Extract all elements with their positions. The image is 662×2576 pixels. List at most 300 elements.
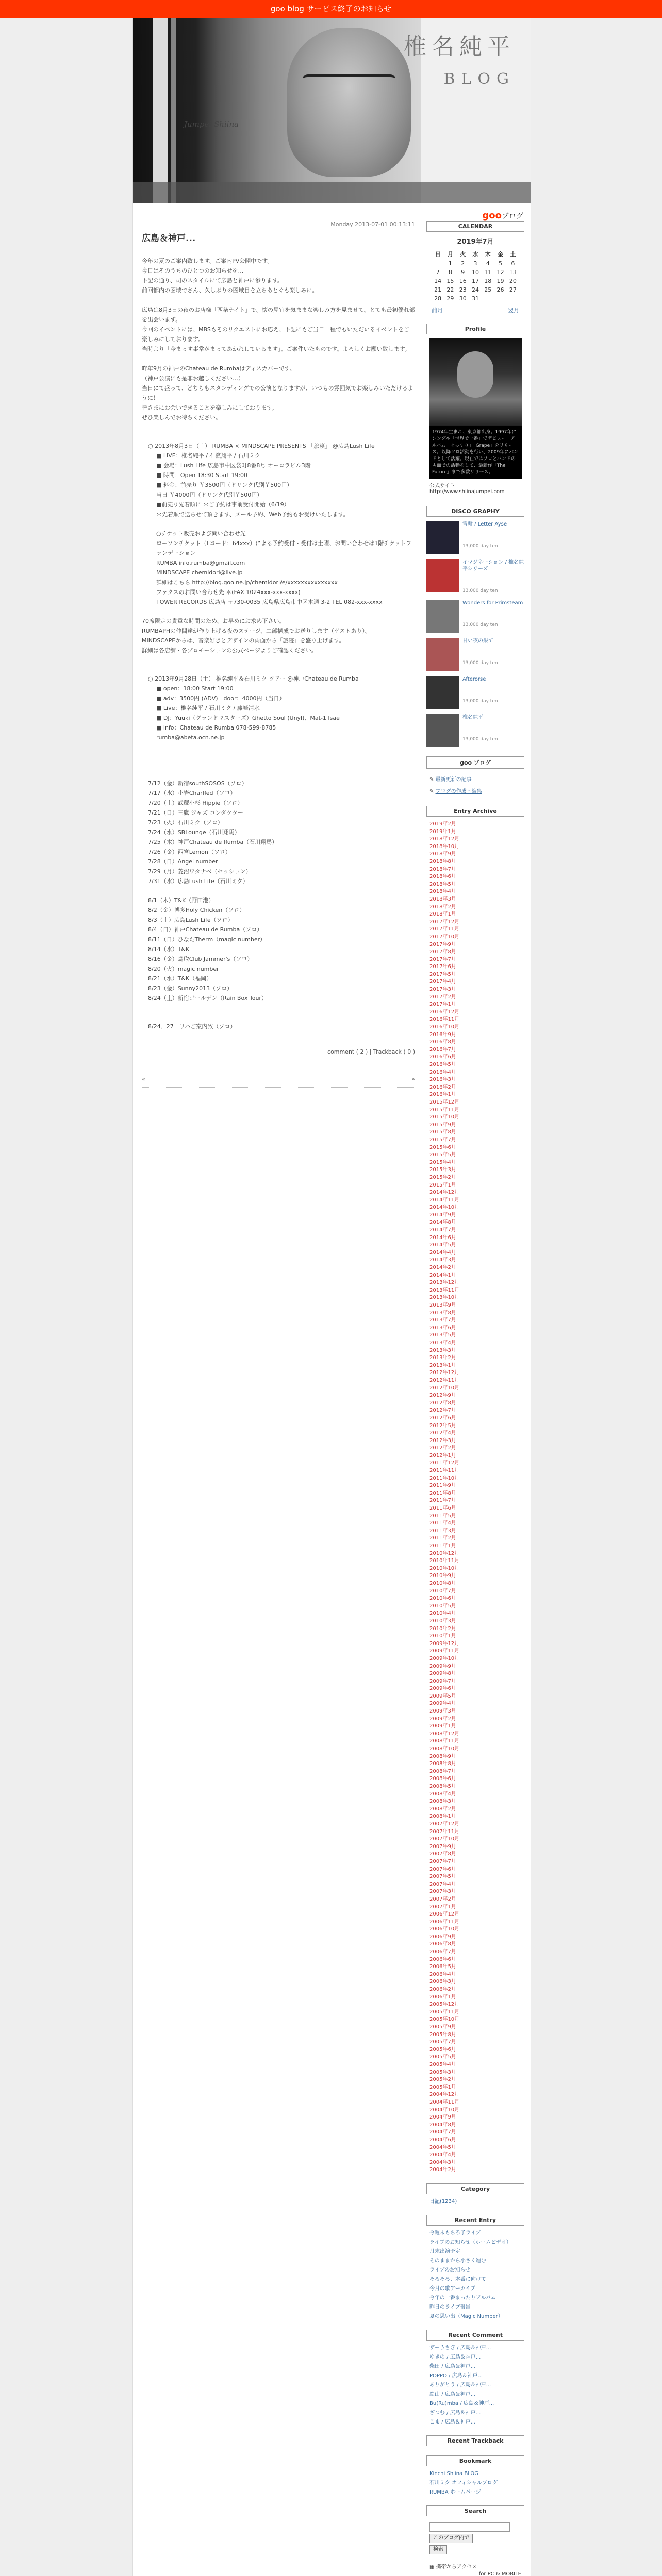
archive-link[interactable]: 2009年10月 bbox=[429, 1655, 460, 1662]
event-line: ■ info：Chateau de Rumba 078-599-8785 bbox=[156, 724, 276, 731]
archive-link[interactable]: 2007年11月 bbox=[429, 1828, 460, 1835]
archive-link[interactable]: 2016年11月 bbox=[429, 1016, 460, 1023]
calendar-weekday: 月 bbox=[447, 251, 453, 258]
archive-link[interactable]: 2017年12月 bbox=[429, 919, 460, 925]
archive-link[interactable]: 2015年8月 bbox=[429, 1129, 456, 1136]
archive-link[interactable]: 2007年9月 bbox=[429, 1843, 456, 1850]
archive-link[interactable]: 2009年8月 bbox=[429, 1671, 456, 1677]
archive-link[interactable]: 2008年3月 bbox=[429, 1799, 456, 1805]
post-paragraph: RUMBAPHの仲間達が作り上げる夜のステージ、二部構成でお送りします（ゲストあり）。 bbox=[142, 628, 371, 634]
archive-link[interactable]: 2009年5月 bbox=[429, 1693, 456, 1699]
calendar-day: 3 bbox=[473, 260, 477, 267]
archive-link[interactable]: 2015年3月 bbox=[429, 1167, 456, 1173]
archive-link[interactable]: 2012年1月 bbox=[429, 1452, 456, 1459]
archive-link[interactable]: 2011年3月 bbox=[429, 1528, 456, 1534]
recent-entry-link[interactable]: ライブのお知らせ（ホームビデオ） bbox=[429, 2239, 511, 2245]
archive-link[interactable]: 2007年1月 bbox=[429, 1904, 456, 1910]
album-cover[interactable] bbox=[426, 600, 459, 633]
archive-heading: Entry Archive bbox=[426, 806, 524, 817]
archive-link[interactable]: 2007年4月 bbox=[429, 1881, 456, 1887]
archive-link[interactable]: 2008年1月 bbox=[429, 1814, 456, 1820]
disc-item[interactable] bbox=[426, 600, 524, 633]
archive-link[interactable]: 2007年7月 bbox=[429, 1858, 456, 1865]
archive-link[interactable]: 2005年6月 bbox=[429, 2046, 456, 2053]
event-heading: ○ 2013年8月3日（土） RUMBA × MINDSCAPE PRESENTS 「旅寝」 @広島Lush Life bbox=[148, 443, 375, 449]
disc-info bbox=[459, 559, 524, 595]
archive-link[interactable]: 2016年8月 bbox=[429, 1039, 456, 1045]
calendar-day: 23 bbox=[459, 286, 467, 293]
archive-link[interactable]: 2018年8月 bbox=[429, 858, 456, 865]
archive-link[interactable]: 2017年7月 bbox=[429, 956, 456, 962]
archive-link[interactable]: 2008年11月 bbox=[429, 1738, 460, 1744]
archive-link[interactable]: 2014年1月 bbox=[429, 1272, 456, 1278]
archive-link[interactable]: 2010年9月 bbox=[429, 1573, 456, 1579]
calendar-day: 2 bbox=[461, 260, 465, 267]
archive-link[interactable]: 2016年2月 bbox=[429, 1084, 456, 1090]
disc-item[interactable] bbox=[426, 521, 524, 554]
bookmark-link[interactable]: Kinchi Shiina BLOG bbox=[429, 2470, 479, 2477]
recent-comment-link[interactable]: ゆきの / 広島＆神戸... bbox=[429, 2354, 481, 2360]
calendar-day: 22 bbox=[446, 286, 454, 293]
event-line: ■ open：18:00 Start 19:00 bbox=[156, 685, 234, 692]
blog-header bbox=[133, 18, 531, 203]
archive-link[interactable]: 2008年2月 bbox=[429, 1806, 456, 1812]
calendar-day: 1 bbox=[448, 260, 452, 267]
archive-link[interactable]: 2016年4月 bbox=[429, 1069, 456, 1075]
archive-link[interactable]: 2011年8月 bbox=[429, 1490, 456, 1496]
archive-link[interactable]: 2012年9月 bbox=[429, 1393, 456, 1399]
archive-link[interactable]: 2015年5月 bbox=[429, 1152, 456, 1158]
calendar-weekday: 木 bbox=[485, 251, 491, 258]
archive-link[interactable]: 2015年7月 bbox=[429, 1137, 456, 1143]
calendar-day: 18 bbox=[484, 278, 492, 284]
archive-link[interactable]: 2014年5月 bbox=[429, 1242, 456, 1248]
post-paragraph bbox=[142, 354, 415, 364]
archive-link[interactable]: 2008年6月 bbox=[429, 1776, 456, 1782]
archive-link[interactable]: 2015年9月 bbox=[429, 1122, 456, 1128]
archive-link[interactable]: 2018年12月 bbox=[429, 836, 460, 842]
archive-link[interactable]: 2004年2月 bbox=[429, 2167, 456, 2173]
archive-link[interactable]: 2015年10月 bbox=[429, 1114, 460, 1121]
archive-link[interactable]: 2009年6月 bbox=[429, 1686, 456, 1692]
recent-entry-link[interactable]: 昨日のライブ報告 bbox=[429, 2304, 471, 2310]
profile-photo-face bbox=[457, 351, 493, 398]
archive-link[interactable]: 2007年6月 bbox=[429, 1866, 456, 1872]
archive-link[interactable]: 2010年1月 bbox=[429, 1633, 456, 1639]
archive-link[interactable]: 2018年1月 bbox=[429, 911, 456, 918]
recent-comment-link[interactable]: 柴田 / 広島＆神戸... bbox=[429, 2363, 476, 2369]
calendar-day: 17 bbox=[471, 278, 479, 284]
recent-entry-link[interactable]: そのままから小さく進む bbox=[429, 2258, 486, 2264]
bookmark-heading: Bookmark bbox=[426, 2455, 524, 2466]
archive-link[interactable]: 2007年10月 bbox=[429, 1836, 460, 1842]
archive-link[interactable]: 2013年7月 bbox=[429, 1317, 456, 1324]
archive-link[interactable]: 2004年11月 bbox=[429, 2099, 460, 2105]
disc-item[interactable] bbox=[426, 714, 524, 747]
archive-link[interactable]: 2010年6月 bbox=[429, 1596, 456, 1602]
calendar-weekday: 火 bbox=[460, 251, 466, 258]
recent-entry-link[interactable]: 今年の一番まったりアルバム bbox=[429, 2295, 496, 2301]
disc-title[interactable]: イマジネーション / 椎名純平シリーズ bbox=[462, 560, 524, 572]
archive-link[interactable]: 2013年5月 bbox=[429, 1332, 456, 1338]
archive-link[interactable]: 2016年3月 bbox=[429, 1077, 456, 1083]
calendar-day: 25 bbox=[484, 286, 492, 293]
schedule-item: 7/23（火）石川ミク（ソロ） bbox=[148, 819, 223, 826]
archive-link[interactable]: 2008年9月 bbox=[429, 1753, 456, 1759]
archive-link[interactable]: 2006年4月 bbox=[429, 1971, 456, 1977]
calendar-day: 9 bbox=[461, 269, 465, 276]
goo-blog-logo[interactable] bbox=[482, 210, 523, 221]
post-paragraph: 今回のイベントには、MBSもそのリクエストにお応え、下記にもご当日一程でもいただいるイベントをご楽しみにしております。 bbox=[142, 326, 410, 343]
disc-title[interactable]: Afterorse bbox=[462, 676, 486, 682]
album-cover[interactable] bbox=[426, 714, 459, 747]
archive-link[interactable]: 2014年6月 bbox=[429, 1234, 456, 1241]
archive-link[interactable]: 2016年9月 bbox=[429, 1031, 456, 1038]
schedule-item: 7/24（水）SBLounge（石川翔馬） bbox=[148, 829, 240, 836]
schedule-item: 7/31（水）広島Lush Life（石川ミク） bbox=[148, 878, 249, 885]
recent-comment-link[interactable]: Bu(Ru)mba / 広島＆神戸... bbox=[429, 2400, 494, 2406]
archive-link[interactable]: 2008年10月 bbox=[429, 1746, 460, 1752]
archive-link[interactable]: 2005年11月 bbox=[429, 2009, 460, 2015]
archive-link[interactable]: 2012年11月 bbox=[429, 1377, 460, 1383]
main-column bbox=[142, 221, 415, 1088]
disc-meta: 13,000 day ten bbox=[462, 737, 498, 742]
archive-link[interactable]: 2005年12月 bbox=[429, 2002, 460, 2008]
archive-link[interactable]: 2004年10月 bbox=[429, 2107, 460, 2113]
event-line: 当日 ￥4000円（ドリンク代別￥500円） bbox=[156, 492, 263, 498]
archive-link[interactable]: 2005年8月 bbox=[429, 2031, 456, 2038]
archive-link[interactable]: 2007年3月 bbox=[429, 1889, 456, 1895]
archive-link[interactable]: 2009年12月 bbox=[429, 1640, 460, 1647]
archive-link[interactable]: 2006年3月 bbox=[429, 1979, 456, 1985]
archive-link[interactable]: 2014年11月 bbox=[429, 1197, 460, 1203]
header-portrait-glasses bbox=[303, 74, 395, 93]
archive-link[interactable]: 2005年7月 bbox=[429, 2039, 456, 2045]
archive-link[interactable]: 2005年3月 bbox=[429, 2069, 456, 2075]
archive-link[interactable]: 2018年3月 bbox=[429, 896, 456, 902]
calendar-day: 14 bbox=[434, 278, 442, 284]
event-line: ■ 会場：Lush Life 広島市中区袋町8番8号 オーロラビル3階 bbox=[156, 462, 311, 469]
archive-link[interactable]: 2013年11月 bbox=[429, 1287, 460, 1293]
archive-link[interactable]: 2015年1月 bbox=[429, 1182, 456, 1188]
schedule-list bbox=[142, 778, 415, 886]
archive-link[interactable]: 2013年12月 bbox=[429, 1280, 460, 1286]
archive-link[interactable]: 2010年5月 bbox=[429, 1603, 456, 1609]
schedule-item: 8/11（日）ひなたTherm（magic number） bbox=[148, 936, 266, 943]
calendar-day: 4 bbox=[486, 260, 490, 267]
archive-link[interactable]: 2006年9月 bbox=[429, 1934, 456, 1940]
disc-item[interactable] bbox=[426, 676, 524, 709]
archive-link[interactable]: 2009年3月 bbox=[429, 1708, 456, 1715]
archive-link[interactable]: 2017年9月 bbox=[429, 941, 456, 947]
archive-link[interactable]: 2018年7月 bbox=[429, 866, 456, 872]
archive-link[interactable]: 2017年3月 bbox=[429, 987, 456, 993]
archive-link[interactable]: 2006年12月 bbox=[429, 1911, 460, 1918]
calendar-day: 5 bbox=[499, 260, 503, 267]
archive-link[interactable]: 2013年2月 bbox=[429, 1355, 456, 1361]
archive-link[interactable]: 2017年1月 bbox=[429, 1002, 456, 1008]
archive-link[interactable]: 2016年7月 bbox=[429, 1046, 456, 1053]
archive-link[interactable]: 2006年6月 bbox=[429, 1956, 456, 1962]
archive-link[interactable]: 2010年8月 bbox=[429, 1580, 456, 1586]
archive-link[interactable]: 2013年1月 bbox=[429, 1362, 456, 1368]
archive-link[interactable]: 2016年1月 bbox=[429, 1092, 456, 1098]
archive-link[interactable]: 2005年10月 bbox=[429, 2016, 460, 2023]
archive-link[interactable]: 2011年12月 bbox=[429, 1460, 460, 1466]
blog-title[interactable] bbox=[404, 28, 515, 88]
recent-comment-link[interactable]: POPPO / 広島＆神戸... bbox=[429, 2372, 483, 2379]
archive-link[interactable]: 2004年5月 bbox=[429, 2144, 456, 2150]
archive-link[interactable]: 2007年5月 bbox=[429, 1874, 456, 1880]
archive-link[interactable]: 2011年2月 bbox=[429, 1535, 456, 1541]
prev-post-link[interactable]: « bbox=[142, 1076, 145, 1082]
disc-title[interactable]: 椎名純平 bbox=[462, 715, 483, 720]
post-afternote bbox=[142, 616, 415, 655]
archive-link[interactable]: 2009年11月 bbox=[429, 1648, 460, 1654]
archive-link[interactable]: 2012年5月 bbox=[429, 1422, 456, 1429]
archive-link[interactable]: 2006年10月 bbox=[429, 1926, 460, 1933]
calendar-day bbox=[432, 259, 444, 268]
post-paragraph: 昨年9月の神戸のChateau de Rumbaはディスカバーです。 bbox=[142, 365, 295, 372]
disc-item[interactable] bbox=[426, 638, 524, 671]
archive-link[interactable]: 2006年8月 bbox=[429, 1941, 456, 1947]
archive-link[interactable]: 2004年3月 bbox=[429, 2159, 456, 2165]
archive-link[interactable]: 2007年12月 bbox=[429, 1821, 460, 1827]
archive-link[interactable]: 2013年6月 bbox=[429, 1325, 456, 1331]
archive-link[interactable]: 2006年2月 bbox=[429, 1987, 456, 1993]
schedule-item: 7/28（日）Angel number bbox=[148, 858, 218, 865]
service-end-notice-link[interactable]: goo blog サービス終了のお知らせ bbox=[270, 4, 392, 13]
schedule-item: 7/29（月）菱沼ワタナベ（セッション） bbox=[148, 868, 252, 875]
calendar-month: 2019年7月 bbox=[457, 238, 494, 246]
archive-link[interactable]: 2015年2月 bbox=[429, 1174, 456, 1180]
archive-link[interactable]: 2010年7月 bbox=[429, 1588, 456, 1594]
archive-link[interactable]: 2011年1月 bbox=[429, 1543, 456, 1549]
schedule-item: 8/2（金）博多Holy Chicken（ソロ） bbox=[148, 907, 245, 913]
archive-link[interactable]: 2013年10月 bbox=[429, 1295, 460, 1301]
archive-link[interactable]: 2016年12月 bbox=[429, 1009, 460, 1015]
archive-link[interactable]: 2009年1月 bbox=[429, 1723, 456, 1730]
archive-link[interactable]: 2013年8月 bbox=[429, 1310, 456, 1316]
archive-link[interactable]: 2012年4月 bbox=[429, 1430, 456, 1436]
disc-title[interactable]: 甘い夜の果て bbox=[462, 638, 493, 644]
archive-link[interactable]: 2014年8月 bbox=[429, 1219, 456, 1226]
archive-link[interactable]: 2011年6月 bbox=[429, 1505, 456, 1512]
event-details bbox=[142, 684, 415, 742]
archive-link[interactable]: 2017年5月 bbox=[429, 971, 456, 977]
recent-entry-link[interactable]: 今月の歌アーカイブ bbox=[429, 2285, 475, 2292]
archive-link[interactable]: 2006年1月 bbox=[429, 1994, 456, 2000]
archive-link[interactable]: 2012年3月 bbox=[429, 1437, 456, 1444]
archive-link[interactable]: 2015年6月 bbox=[429, 1144, 456, 1150]
album-cover[interactable] bbox=[426, 676, 459, 709]
archive-link[interactable]: 2014年12月 bbox=[429, 1190, 460, 1196]
archive-link[interactable]: 2010年3月 bbox=[429, 1618, 456, 1624]
archive-link[interactable]: 2011年4月 bbox=[429, 1520, 456, 1527]
archive-link[interactable]: 2015年11月 bbox=[429, 1107, 460, 1113]
disc-info bbox=[459, 600, 523, 633]
archive-link[interactable]: 2016年10月 bbox=[429, 1024, 460, 1030]
archive-link[interactable]: 2017年6月 bbox=[429, 964, 456, 970]
recent-entry-link[interactable]: 月末出演予定 bbox=[429, 2248, 460, 2255]
archive-link[interactable]: 2019年2月 bbox=[429, 821, 456, 827]
archive-link[interactable]: 2014年10月 bbox=[429, 1205, 460, 1211]
album-cover[interactable] bbox=[426, 638, 459, 671]
discography-heading: DISCO GRAPHY bbox=[426, 506, 524, 517]
archive-link[interactable]: 2013年3月 bbox=[429, 1347, 456, 1353]
archive-link[interactable]: 2006年5月 bbox=[429, 1964, 456, 1970]
recent-comment-link[interactable]: ありがとう / 広島＆神戸... bbox=[429, 2382, 491, 2388]
recent-entry-link[interactable]: 夏の思い出（Magic Number） bbox=[429, 2313, 503, 2319]
post-paragraph: MINDSCAPEからは、音楽好きとデザインの両面から「旅寝」を盛り上げます。 bbox=[142, 637, 345, 644]
calendar-weekday: 水 bbox=[472, 251, 478, 258]
archive-link[interactable]: 2010年12月 bbox=[429, 1550, 460, 1556]
archive-link[interactable]: 2014年3月 bbox=[429, 1257, 456, 1263]
archive-link[interactable]: 2018年9月 bbox=[429, 851, 456, 857]
recent-entry-link[interactable]: 今週末もちろ子ライブ bbox=[429, 2230, 481, 2236]
recent-comment-link[interactable]: ザーうさぎ / 広島＆神戸... bbox=[429, 2345, 491, 2351]
album-cover[interactable] bbox=[426, 559, 459, 592]
disc-title[interactable]: Wonders for Primsteam bbox=[462, 600, 523, 606]
calendar-prev-link[interactable]: 前月 bbox=[432, 307, 443, 314]
archive-link[interactable]: 2004年12月 bbox=[429, 2092, 460, 2098]
archive-link[interactable]: 2006年11月 bbox=[429, 1919, 460, 1925]
goo-blog-edit[interactable] bbox=[426, 785, 524, 796]
archive-link[interactable]: 2015年4月 bbox=[429, 1159, 456, 1165]
recent-comment-link[interactable]: 絵山 / 広島＆神戸... bbox=[429, 2391, 476, 2397]
header-portrait bbox=[287, 28, 411, 177]
recent-entry-link[interactable]: そろそろ、本番に向けて bbox=[429, 2276, 486, 2282]
archive-link[interactable]: 2012年12月 bbox=[429, 1370, 460, 1376]
archive-link[interactable]: 2019年1月 bbox=[429, 828, 456, 835]
search-input[interactable] bbox=[429, 2522, 510, 2532]
archive-link[interactable]: 2014年4月 bbox=[429, 1249, 456, 1256]
archive-link[interactable]: 2004年6月 bbox=[429, 2137, 456, 2143]
archive-link[interactable]: 2008年12月 bbox=[429, 1731, 460, 1737]
archive-link[interactable]: 2004年4月 bbox=[429, 2152, 456, 2158]
archive-link[interactable]: 2013年9月 bbox=[429, 1302, 456, 1308]
archive-link[interactable]: 2009年7月 bbox=[429, 1678, 456, 1684]
profile-heading: Profile bbox=[426, 324, 524, 334]
archive-link[interactable]: 2004年8月 bbox=[429, 2122, 456, 2128]
archive-link[interactable]: 2007年2月 bbox=[429, 1896, 456, 1902]
archive-link[interactable]: 2010年4月 bbox=[429, 1611, 456, 1617]
archive-link[interactable]: 2012年10月 bbox=[429, 1385, 460, 1391]
archive-link[interactable]: 2017年4月 bbox=[429, 979, 456, 985]
comment-trackback-link[interactable]: comment ( 2 ) | Trackback ( 0 ) bbox=[327, 1048, 415, 1055]
ticket-line: ローソンチケット（Lコード：64xxx）による予約受付・受付は土曜、お問い合わせは1階チケットファンデーション bbox=[156, 540, 411, 556]
search-scope-select[interactable]: このブログ内で bbox=[429, 2534, 473, 2543]
archive-link[interactable]: 2010年10月 bbox=[429, 1565, 460, 1571]
archive-link[interactable]: 2017年10月 bbox=[429, 934, 460, 940]
archive-link[interactable]: 2014年7月 bbox=[429, 1227, 456, 1233]
archive-link[interactable]: 2014年2月 bbox=[429, 1265, 456, 1271]
archive-link[interactable]: 2018年5月 bbox=[429, 881, 456, 887]
ticket-line: MINDSCAPE chemidori@live.jp bbox=[156, 569, 243, 576]
archive-link[interactable]: 2011年10月 bbox=[429, 1475, 460, 1481]
archive-link[interactable]: 2017年2月 bbox=[429, 994, 456, 1000]
goo-blog-latest[interactable] bbox=[426, 773, 524, 785]
bookmark-link[interactable]: RUMBA ホームページ bbox=[429, 2489, 481, 2495]
archive-link[interactable]: 2015年12月 bbox=[429, 1099, 460, 1105]
recent-comment-box bbox=[426, 2330, 524, 2426]
archive-link[interactable]: 2005年9月 bbox=[429, 2024, 456, 2030]
archive-link[interactable]: 2010年11月 bbox=[429, 1558, 460, 1564]
goo-blog-latest-link[interactable]: 最新更新の記事 bbox=[435, 777, 472, 783]
disc-title[interactable]: 雪輪 / Letter Ayse bbox=[462, 521, 507, 527]
archive-link[interactable]: 2016年6月 bbox=[429, 1054, 456, 1060]
post-title[interactable]: 広島＆神戸... bbox=[142, 233, 196, 244]
archive-link[interactable]: 2018年4月 bbox=[429, 889, 456, 895]
archive-link[interactable]: 2012年8月 bbox=[429, 1400, 456, 1406]
calendar-day: 11 bbox=[484, 269, 492, 276]
archive-link[interactable]: 2005年5月 bbox=[429, 2054, 456, 2060]
archive-link[interactable]: 2009年2月 bbox=[429, 1716, 456, 1722]
archive-link[interactable]: 2004年7月 bbox=[429, 2129, 456, 2136]
calendar-next-link[interactable]: 翌月 bbox=[508, 307, 519, 314]
archive-link[interactable]: 2008年8月 bbox=[429, 1761, 456, 1767]
archive-link[interactable]: 2014年9月 bbox=[429, 1212, 456, 1218]
archive-link[interactable]: 2013年4月 bbox=[429, 1340, 456, 1346]
archive-link[interactable]: 2009年4月 bbox=[429, 1701, 456, 1707]
archive-link[interactable]: 2010年2月 bbox=[429, 1625, 456, 1632]
next-post-link[interactable]: » bbox=[411, 1076, 415, 1082]
post-paragraph: 今年の夏のご案内致します。ご案内PV公開中です。 bbox=[142, 258, 273, 264]
archive-link[interactable]: 2006年7月 bbox=[429, 1949, 456, 1955]
archive-link[interactable]: 2017年8月 bbox=[429, 949, 456, 955]
archive-link[interactable]: 2018年10月 bbox=[429, 843, 460, 850]
recent-comment-link[interactable]: こま / 広島＆神戸... bbox=[429, 2419, 476, 2425]
archive-link[interactable]: 2012年2月 bbox=[429, 1445, 456, 1451]
event-line: ＊先着順で送らせて頂きます、メール予約、Web予約もお受けいたします。 bbox=[156, 511, 349, 518]
category-link[interactable]: 日記(1234) bbox=[429, 2198, 457, 2205]
archive-link[interactable]: 2017年11月 bbox=[429, 926, 460, 933]
profile-link[interactable]: 公式サイト http://www.shiinajumpei.com bbox=[429, 483, 505, 495]
archive-link[interactable]: 2011年11月 bbox=[429, 1468, 460, 1474]
calendar-day: 28 bbox=[434, 295, 442, 302]
event-line: ■ DJ：Yuuki（グランドマスターズ）Ghetto Soul (Unyl)、Mat-1 Isae bbox=[156, 715, 340, 721]
goo-blog-edit-link[interactable]: ブログの作成・編集 bbox=[435, 789, 482, 794]
archive-link[interactable]: 2011年7月 bbox=[429, 1498, 456, 1504]
category-heading: Category bbox=[426, 2183, 524, 2194]
archive-link[interactable]: 2004年9月 bbox=[429, 2114, 456, 2121]
archive-link[interactable]: 2005年4月 bbox=[429, 2061, 456, 2067]
archive-link[interactable]: 2007年8月 bbox=[429, 1851, 456, 1857]
album-cover[interactable] bbox=[426, 521, 459, 554]
archive-link[interactable]: 2008年5月 bbox=[429, 1784, 456, 1789]
archive-link[interactable]: 2005年2月 bbox=[429, 2077, 456, 2083]
archive-link[interactable]: 2016年5月 bbox=[429, 1062, 456, 1067]
archive-link[interactable]: 2011年9月 bbox=[429, 1483, 456, 1489]
archive-link[interactable]: 2008年7月 bbox=[429, 1768, 456, 1774]
search-button[interactable]: 検索 bbox=[429, 2545, 447, 2554]
calendar-day: 10 bbox=[471, 269, 479, 276]
archive-link[interactable]: 2008年4月 bbox=[429, 1791, 456, 1797]
archive-link[interactable]: 2018年2月 bbox=[429, 904, 456, 910]
bookmark-link[interactable]: 石川ミク オフィシャルブログ bbox=[429, 2480, 498, 2486]
recent-comment-link[interactable]: ざつむ / 広島＆神戸... bbox=[429, 2410, 481, 2416]
archive-link[interactable]: 2005年1月 bbox=[429, 2084, 456, 2090]
archive-link[interactable]: 2009年9月 bbox=[429, 1663, 456, 1669]
archive-link[interactable]: 2011年5月 bbox=[429, 1513, 456, 1519]
event-line: ■前売り先着順に ＊ご予約は事前受付開始（6/19） bbox=[156, 501, 290, 508]
recent-entry-link[interactable]: ライブのお知らせ bbox=[429, 2267, 471, 2273]
archive-link[interactable]: 2012年7月 bbox=[429, 1408, 456, 1414]
archive-link[interactable]: 2012年6月 bbox=[429, 1415, 456, 1421]
qr-code-icon: ▦ bbox=[429, 2564, 435, 2570]
disc-item[interactable] bbox=[426, 559, 524, 595]
archive-link[interactable]: 2018年6月 bbox=[429, 874, 456, 880]
